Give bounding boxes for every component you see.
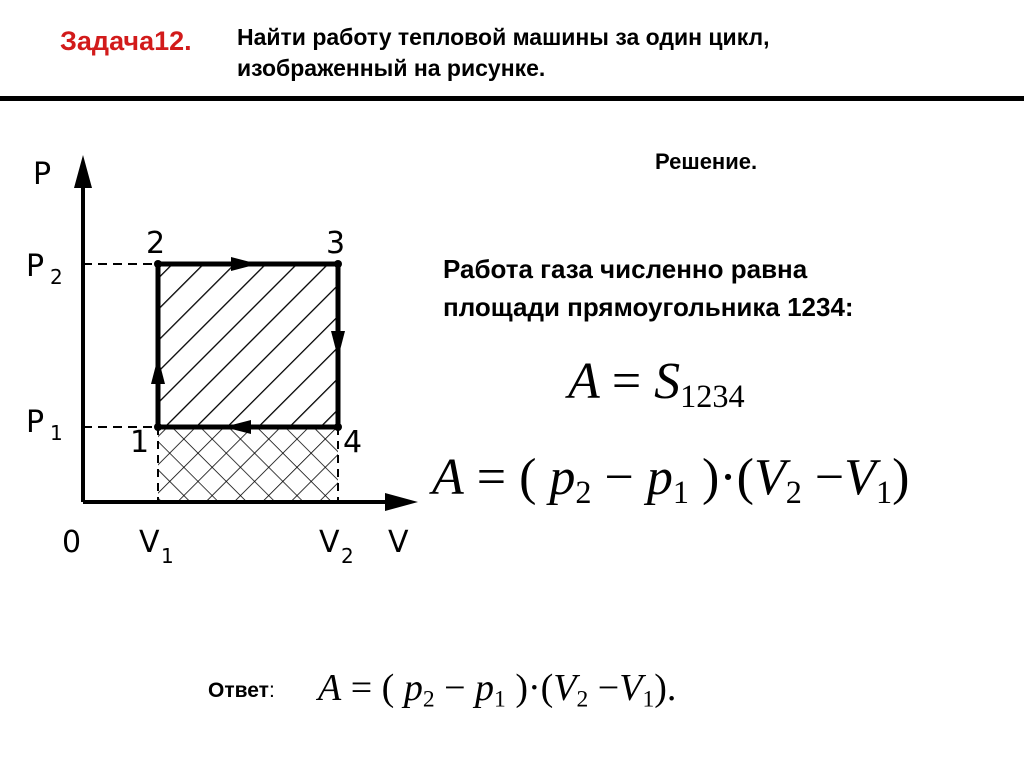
solution-statement-line-1: Работа газа численно равна (443, 254, 808, 284)
point-4-label: 4 (343, 425, 363, 460)
p-axis-arrow-icon (74, 155, 92, 188)
area-formula: $A = S_{1234}$ (568, 353, 745, 415)
task-statement-line-1: Найти работу тепловой машины за один цикл, (237, 24, 770, 50)
solution-statement (443, 250, 1003, 326)
answer-label: Ответ: (208, 679, 275, 702)
p-axis-label: P (33, 157, 52, 192)
v2-tick-subscript: 2 (341, 544, 354, 568)
point-2-label: 2 (146, 226, 166, 261)
point-3-label: 3 (326, 226, 346, 261)
v1-tick-subscript: 1 (161, 544, 174, 568)
work-formula: A = ( $p_2 - p_1$ )$\cdot(V_2 -V_1)$ (432, 449, 910, 511)
v2-tick-label: V (319, 525, 340, 560)
point-2-dot (154, 260, 162, 268)
point-1-dot (154, 423, 162, 431)
p2-tick-label: P (26, 249, 45, 284)
task-statement-line-2: изображенный на рисунке. (237, 55, 546, 81)
crosshatch-region (158, 427, 338, 502)
v1-tick-label: V (139, 525, 160, 560)
p1-tick-label: P (26, 405, 45, 440)
point-3-dot (334, 260, 342, 268)
point-4-dot (334, 423, 342, 431)
p1-tick-subscript: 1 (50, 421, 63, 445)
answer-formula: A = ( $p_2 - p_1$ )$\cdot(V_2 -V_1)$. (318, 667, 677, 713)
p2-tick-subscript: 2 (50, 265, 63, 289)
solution-statement-line-2: площади прямоугольника 1234: (443, 292, 854, 322)
point-1-label: 1 (130, 425, 150, 460)
v-axis-arrow-icon (385, 493, 418, 511)
task-label: Задача12. (60, 26, 192, 56)
origin-label: 0 (62, 525, 82, 560)
solution-title: Решение. (655, 149, 758, 174)
cycle-area (158, 264, 338, 427)
v-axis-label: V (388, 525, 409, 560)
